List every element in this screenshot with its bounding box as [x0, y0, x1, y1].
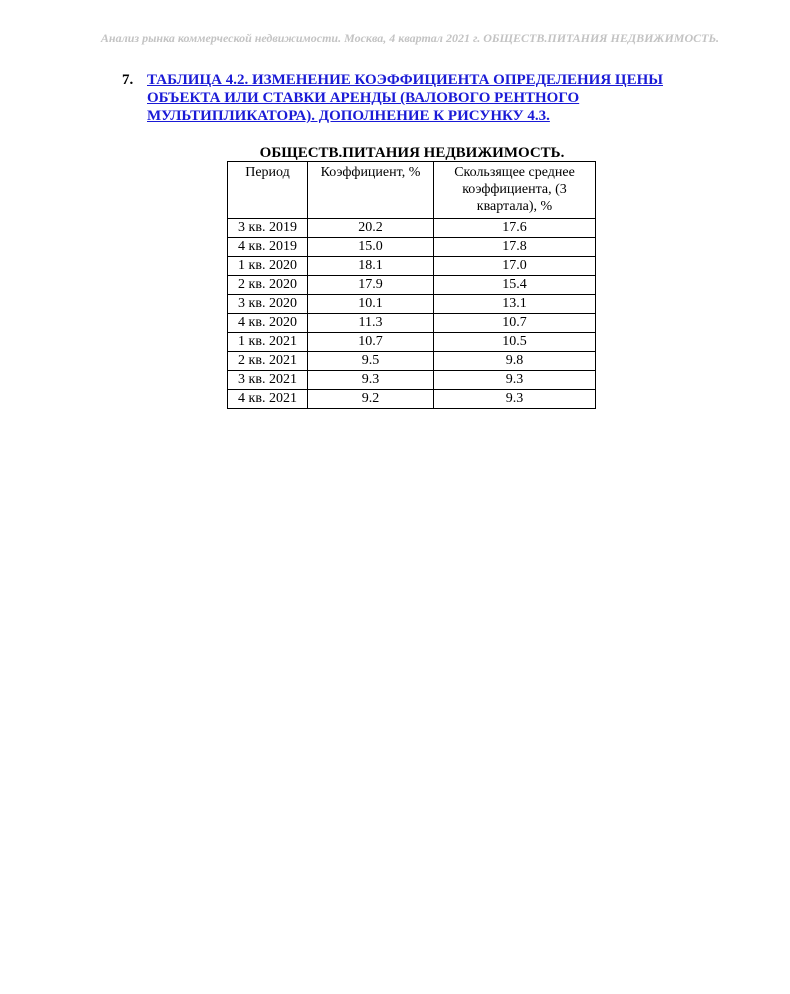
- cell-moving-average: 17.0: [434, 257, 596, 276]
- column-header-coefficient: Коэффициент, %: [308, 162, 434, 219]
- table-row: [228, 333, 596, 352]
- column-header-period: Период: [228, 162, 308, 219]
- table-row: [228, 295, 596, 314]
- section-title-link[interactable]: ТАБЛИЦА 4.2. ИЗМЕНЕНИЕ КОЭФФИЦИЕНТА ОПРЕДЕЛЕНИЯ ЦЕНЫ ОБЪЕКТА ИЛИ СТАВКИ АРЕНДЫ (ВАЛОВОГО РЕНТНОГО МУЛЬТИПЛИКАТОРА). ДОПОЛНЕНИЕ К РИСУНКУ 4.3.: [147, 72, 663, 124]
- cell-coefficient: 9.2: [308, 390, 434, 409]
- cell-moving-average: 9.8: [434, 352, 596, 371]
- cell-coefficient: 18.1: [308, 257, 434, 276]
- cell-period: 2 кв. 2020: [228, 276, 308, 295]
- cell-period: 4 кв. 2019: [228, 238, 308, 257]
- cell-moving-average: 17.6: [434, 219, 596, 238]
- table-header-row: [228, 162, 596, 219]
- cell-coefficient: 15.0: [308, 238, 434, 257]
- cell-moving-average: 10.5: [434, 333, 596, 352]
- cell-period: 1 кв. 2020: [228, 257, 308, 276]
- cell-coefficient: 10.1: [308, 295, 434, 314]
- cell-period: 3 кв. 2019: [228, 219, 308, 238]
- column-header-moving-average: Скользящее среднее коэффициента, (3 квартала), %: [434, 162, 596, 219]
- table-row: [228, 219, 596, 238]
- table-row: [228, 238, 596, 257]
- table-row: [228, 257, 596, 276]
- cell-coefficient: 17.9: [308, 276, 434, 295]
- data-table: [227, 161, 596, 409]
- running-header: Анализ рынка коммерческой недвижимости. Москва, 4 квартал 2021 г. ОБЩЕСТВ.ПИТАНИЯ НЕДВИЖИМОСТЬ.: [100, 31, 720, 45]
- cell-moving-average: 15.4: [434, 276, 596, 295]
- table-row: [228, 314, 596, 333]
- cell-coefficient: 11.3: [308, 314, 434, 333]
- cell-period: 3 кв. 2021: [228, 371, 308, 390]
- cell-period: 4 кв. 2020: [228, 314, 308, 333]
- table-row: [228, 390, 596, 409]
- cell-moving-average: 9.3: [434, 371, 596, 390]
- cell-period: 3 кв. 2020: [228, 295, 308, 314]
- cell-coefficient: 10.7: [308, 333, 434, 352]
- cell-moving-average: 9.3: [434, 390, 596, 409]
- cell-moving-average: 13.1: [434, 295, 596, 314]
- section-heading: [122, 71, 712, 125]
- cell-coefficient: 9.3: [308, 371, 434, 390]
- table-caption: ОБЩЕСТВ.ПИТАНИЯ НЕДВИЖИМОСТЬ.: [259, 145, 565, 161]
- cell-period: 1 кв. 2021: [228, 333, 308, 352]
- cell-coefficient: 9.5: [308, 352, 434, 371]
- table-row: [228, 276, 596, 295]
- section-number: 7.: [122, 72, 134, 88]
- cell-period: 2 кв. 2021: [228, 352, 308, 371]
- table-row: [228, 352, 596, 371]
- cell-period: 4 кв. 2021: [228, 390, 308, 409]
- table-body: [228, 219, 596, 409]
- cell-coefficient: 20.2: [308, 219, 434, 238]
- cell-moving-average: 10.7: [434, 314, 596, 333]
- table-row: [228, 371, 596, 390]
- cell-moving-average: 17.8: [434, 238, 596, 257]
